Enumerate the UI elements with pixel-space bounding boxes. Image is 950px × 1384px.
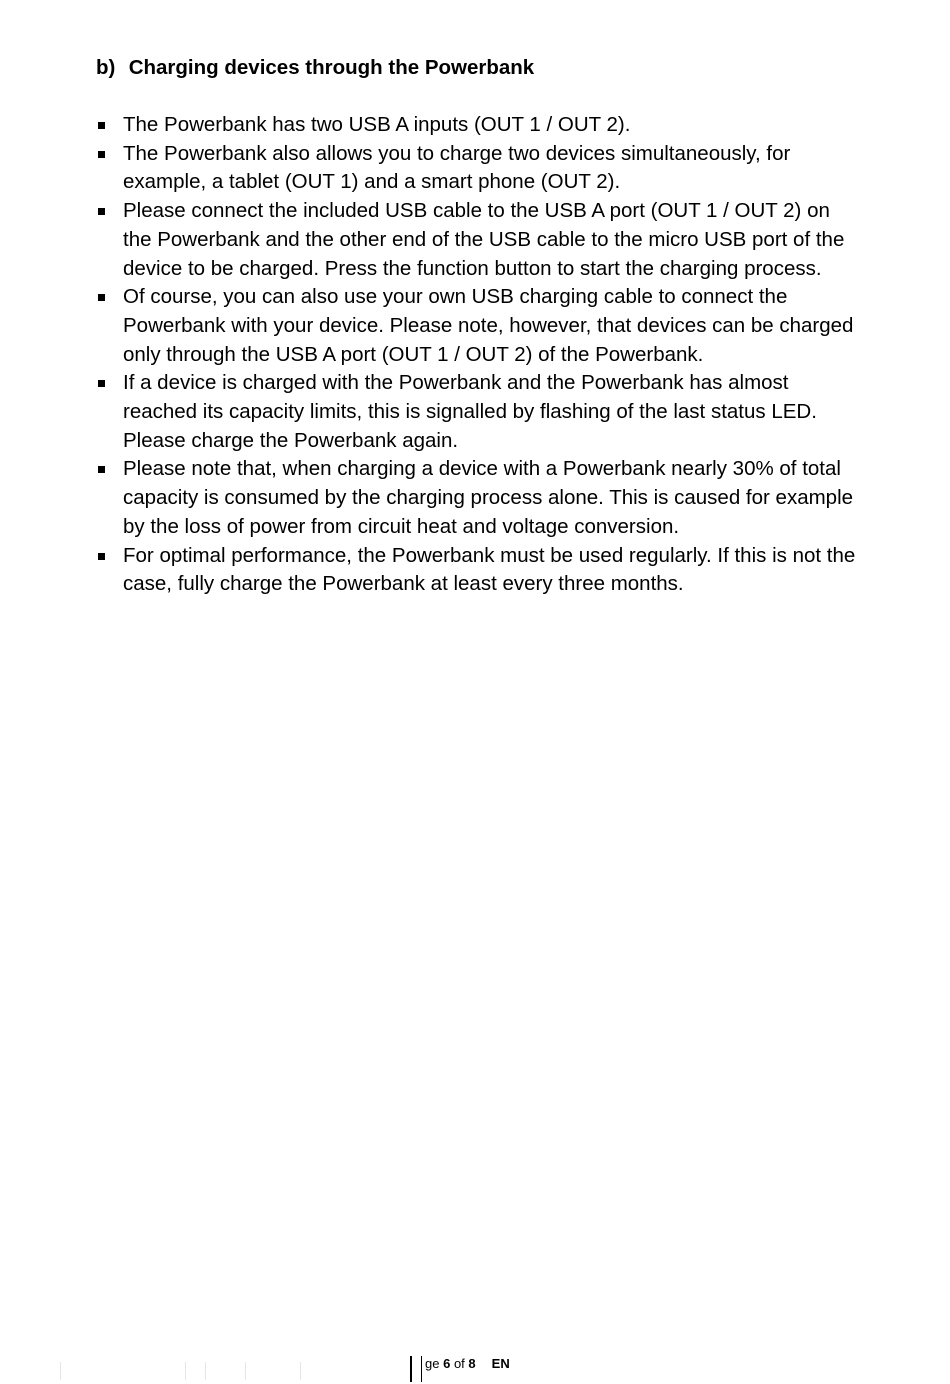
- list-item: [96, 455, 856, 541]
- scan-artifact: [60, 1362, 61, 1380]
- list-item-text: Please note that, when charging a device with a Powerbank nearly 30% of total capacity is consumed by the charging process alone. This is caused for example by the loss of power from circuit heat and voltage conversion.: [123, 457, 854, 538]
- page-footer: [410, 1356, 510, 1382]
- section-title: Charging devices through the Powerbank: [128, 56, 535, 79]
- bullet-list: [96, 111, 856, 599]
- list-item: [96, 283, 856, 369]
- list-item: [96, 140, 856, 197]
- section-number: b): [96, 56, 116, 79]
- page-label: ge: [425, 1356, 440, 1371]
- list-item: [96, 369, 856, 455]
- list-item: [96, 197, 856, 283]
- scan-artifact: [185, 1362, 186, 1380]
- list-item-text: For optimal performance, the Powerbank must be used regularly. If this is not the case, fully charge the Powerbank at least every three months.: [123, 543, 856, 596]
- page-of-label: of: [453, 1356, 465, 1371]
- list-item-text: The Powerbank has two USB A inputs (OUT 1 / OUT 2).: [123, 113, 631, 136]
- list-item: [96, 542, 856, 599]
- list-item: [96, 111, 856, 140]
- page-mark-icon: [410, 1356, 422, 1382]
- list-item-text: Of course, you can also use your own USB charging cable to connect the Powerbank with your device. Please note, however, that devices can be charged only through the USB A port (OUT 1 / OUT 2) of the Powerbank.: [123, 285, 854, 366]
- scan-artifact: [300, 1362, 301, 1380]
- square-bullet-icon: [98, 122, 105, 129]
- square-bullet-icon: [98, 553, 105, 560]
- list-item-text: The Powerbank also allows you to charge two devices simultaneously, for example, a tablet (OUT 1) and a smart phone (OUT 2).: [123, 141, 791, 194]
- square-bullet-icon: [98, 466, 105, 473]
- section-heading: [96, 54, 534, 82]
- page-total: 8: [468, 1356, 476, 1371]
- square-bullet-icon: [98, 294, 105, 301]
- square-bullet-icon: [98, 380, 105, 387]
- scan-artifact: [245, 1362, 246, 1380]
- square-bullet-icon: [98, 151, 105, 158]
- list-item-text: Please connect the included USB cable to the USB A port (OUT 1 / OUT 2) on the Powerbank and the other end of the USB cable to the micro USB port of the device to be charged. Press the function button to start the charging process.: [123, 199, 845, 280]
- square-bullet-icon: [98, 208, 105, 215]
- language-code: EN: [491, 1356, 510, 1371]
- list-item-text: If a device is charged with the Powerbank and the Powerbank has almost reached its capacity limits, this is signalled by flashing of the last status LED. Please charge the Powerbank again.: [123, 371, 817, 452]
- page-current: 6: [443, 1356, 451, 1371]
- scan-artifact: [205, 1362, 206, 1380]
